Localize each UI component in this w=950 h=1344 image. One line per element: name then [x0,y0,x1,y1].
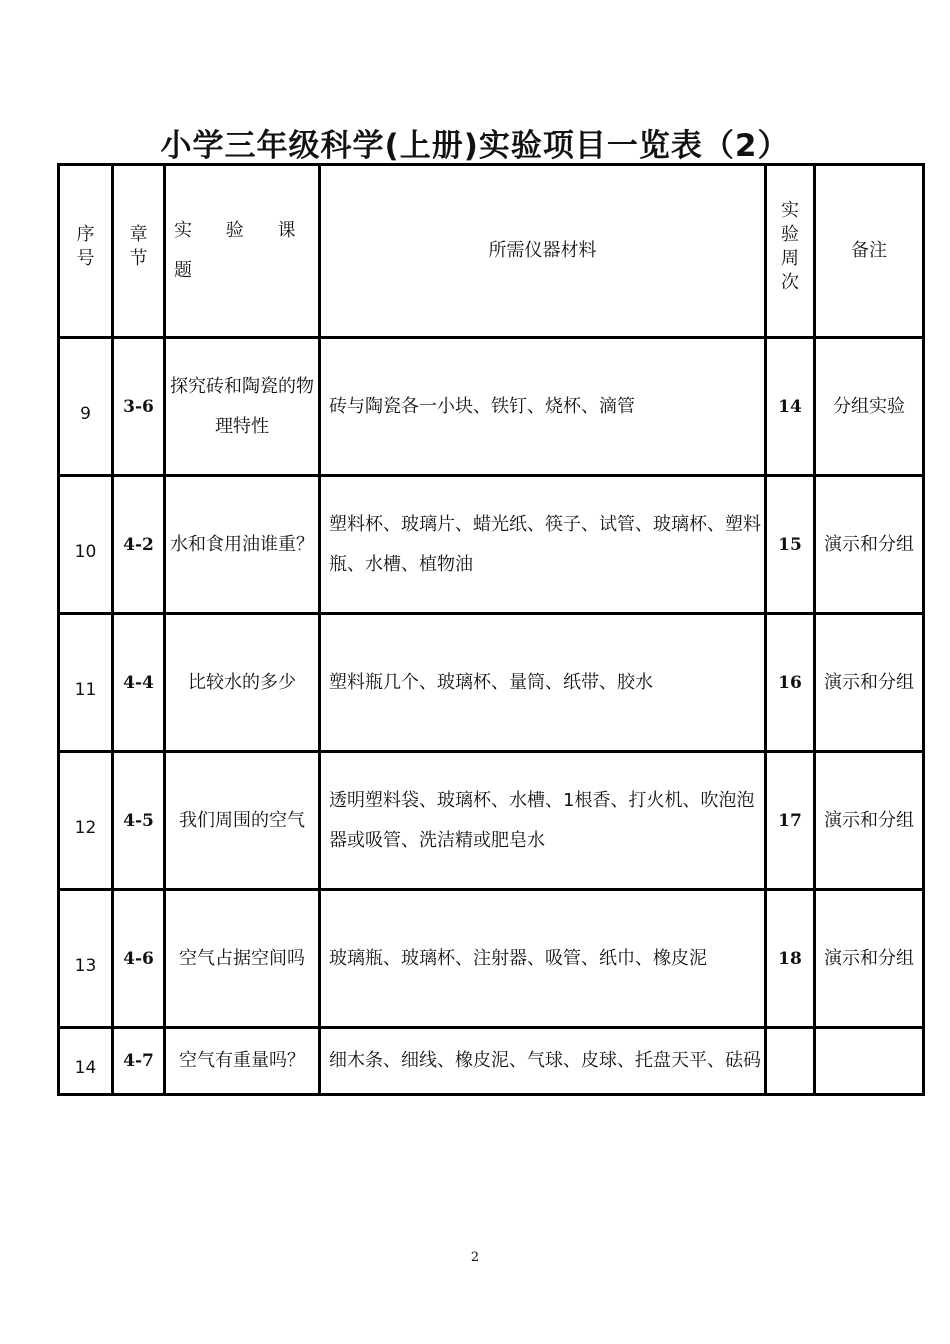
header-remark: 备注 [815,165,924,338]
header-chapter: 章节 [113,165,165,338]
header-materials: 所需仪器材料 [320,165,766,338]
row-topic: 探究砖和陶瓷的物理特性 [165,338,320,476]
row-topic: 空气占据空间吗 [165,890,320,1028]
experiment-table [57,163,925,1096]
row-remark [815,1028,924,1095]
row-chapter: 4-4 [113,614,165,752]
table-row [59,614,924,752]
row-remark: 演示和分组 [815,752,924,890]
row-remark: 分组实验 [815,338,924,476]
row-no: 14 [59,1028,113,1095]
row-week [766,1028,815,1095]
table-row [59,890,924,1028]
row-no: 9 [59,338,113,476]
row-week: 17 [766,752,815,890]
row-week: 15 [766,476,815,614]
header-no: 序号 [59,165,113,338]
table-row [59,476,924,614]
row-chapter: 3-6 [113,338,165,476]
row-materials: 玻璃瓶、玻璃杯、注射器、吸管、纸巾、橡皮泥 [320,890,766,1028]
row-topic: 比较水的多少 [165,614,320,752]
header-row [59,165,924,338]
row-materials: 塑料瓶几个、玻璃杯、量筒、纸带、胶水 [320,614,766,752]
row-topic: 空气有重量吗？ [165,1028,320,1095]
row-remark: 演示和分组 [815,614,924,752]
header-topic: 实 验 课 题 [165,165,320,338]
row-week: 16 [766,614,815,752]
row-chapter: 4-6 [113,890,165,1028]
row-chapter: 4-2 [113,476,165,614]
row-remark: 演示和分组 [815,890,924,1028]
row-no: 11 [59,614,113,752]
row-topic: 水和食用油谁重？ [165,476,320,614]
row-no: 10 [59,476,113,614]
page-number: 2 [470,1250,480,1265]
row-materials: 塑料杯、玻璃片、蜡光纸、筷子、试管、玻璃杯、塑料瓶、水槽、植物油 [320,476,766,614]
row-materials: 砖与陶瓷各一小块、铁钉、烧杯、滴管 [320,338,766,476]
row-remark: 演示和分组 [815,476,924,614]
row-topic: 我们周围的空气 [165,752,320,890]
row-week: 14 [766,338,815,476]
row-chapter: 4-7 [113,1028,165,1095]
document-title: 小学三年级科学(上册)实验项目一览表（2） [160,128,790,164]
table-row [59,1028,924,1095]
table-row [59,752,924,890]
row-chapter: 4-5 [113,752,165,890]
row-materials: 透明塑料袋、玻璃杯、水槽、1根香、打火机、吹泡泡器或吸管、洗洁精或肥皂水 [320,752,766,890]
row-week: 18 [766,890,815,1028]
row-no: 12 [59,752,113,890]
row-no: 13 [59,890,113,1028]
header-week: 实验周次 [766,165,815,338]
row-materials: 细木条、细线、橡皮泥、气球、皮球、托盘天平、砝码 [320,1028,766,1095]
table-row [59,338,924,476]
